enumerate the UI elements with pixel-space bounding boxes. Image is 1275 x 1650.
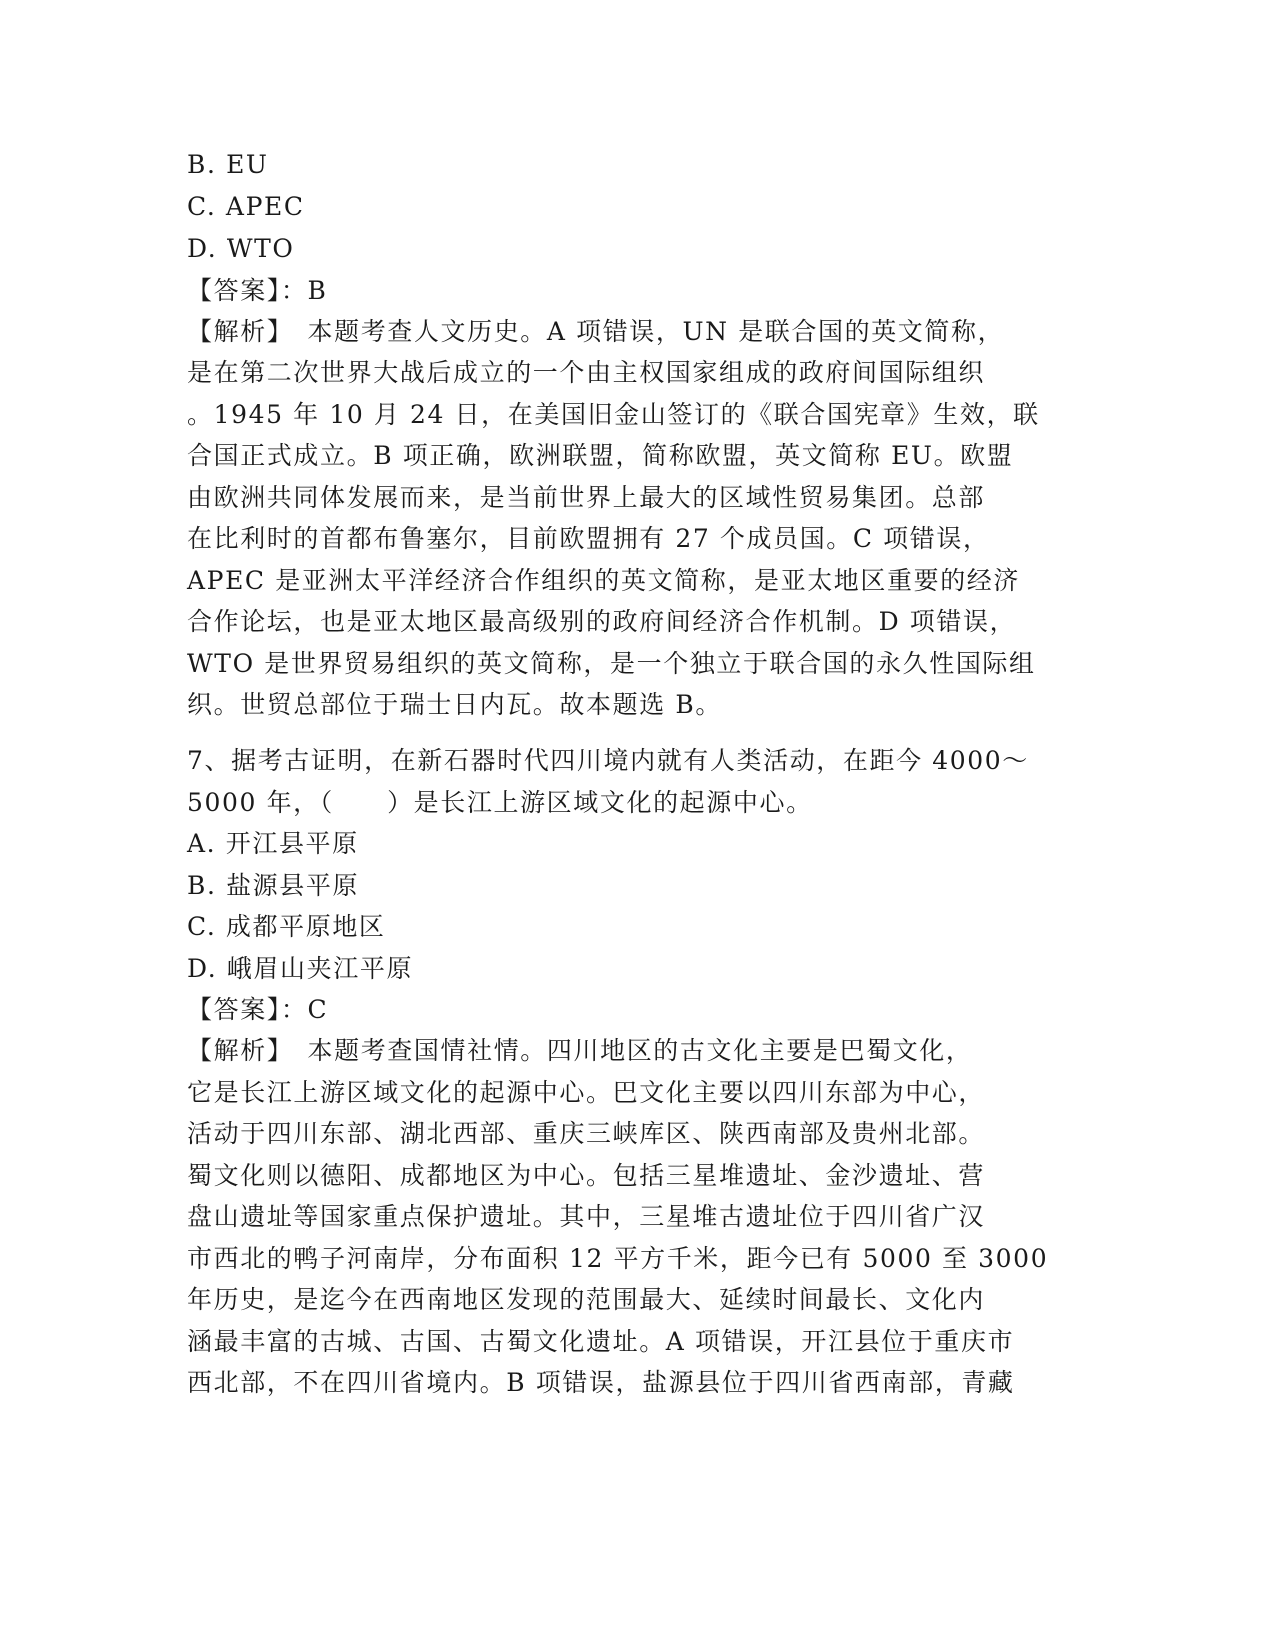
q6-analysis-line: WTO 是世界贸易组织的英文简称，是一个独立于联合国的永久性国际组 — [187, 649, 1036, 678]
q7-analysis-line: 涵最丰富的古城、古国、古蜀文化遗址。A 项错误，开江县位于重庆市 — [187, 1327, 1015, 1356]
q6-analysis-line: 。1945 年 10 月 24 日，在美国旧金山签订的《联合国宪章》生效，联 — [187, 400, 1040, 429]
q7-answer: 【答案】：C — [187, 995, 329, 1024]
q7-option-a: A. 开江县平原 — [187, 829, 359, 858]
q7-analysis-line: 【解析】 本题考查国情社情。四川地区的古文化主要是巴蜀文化， — [187, 1036, 973, 1065]
q7-stem-line: 5000 年，（ ）是长江上游区域文化的起源中心。 — [187, 788, 813, 817]
q7-analysis-line: 它是长江上游区域文化的起源中心。巴文化主要以四川东部为中心， — [187, 1078, 986, 1107]
q6-analysis-line: 是在第二次世界大战后成立的一个由主权国家组成的政府间国际组织 — [187, 358, 986, 387]
q6-answer: 【答案】：B — [187, 276, 328, 305]
q7-option-c: C. 成都平原地区 — [187, 912, 386, 941]
q7-option-d: D. 峨眉山夹江平原 — [187, 954, 414, 983]
q7-analysis-line: 活动于四川东部、湖北西部、重庆三峡库区、陕西南部及贵州北部。 — [187, 1119, 986, 1148]
q6-analysis-line: 由欧洲共同体发展而来，是当前世界上最大的区域性贸易集团。总部 — [187, 483, 986, 512]
q7-option-b: B. 盐源县平原 — [187, 871, 360, 900]
q7-analysis-line: 西北部，不在四川省境内。B 项错误，盐源县位于四川省西南部，青藏 — [187, 1368, 1015, 1397]
q6-analysis-line: 织。世贸总部位于瑞士日内瓦。故本题选 B。 — [187, 690, 722, 719]
q6-analysis-line: APEC 是亚洲太平洋经济合作组织的英文简称，是亚太地区重要的经济 — [187, 566, 1021, 595]
q6-option-b: B. EU — [187, 150, 269, 179]
q6-analysis-line: 合国正式成立。B 项正确，欧洲联盟，简称欧盟，英文简称 EU。欧盟 — [187, 441, 1014, 470]
q6-analysis-line: 【解析】 本题考查人文历史。A 项错误，UN 是联合国的英文简称， — [187, 317, 1005, 346]
q7-analysis-line: 年历史，是迄今在西南地区发现的范围最大、延续时间最长、文化内 — [187, 1285, 986, 1314]
q7-stem-line: 7、据考古证明，在新石器时代四川境内就有人类活动，在距今 4000～ — [187, 746, 1029, 775]
q6-option-d: D. WTO — [187, 234, 295, 263]
q7-analysis-line: 市西北的鸭子河南岸，分布面积 12 平方千米，距今已有 5000 至 3000 — [187, 1244, 1049, 1273]
q7-analysis-line: 盘山遗址等国家重点保护遗址。其中，三星堆古遗址位于四川省广汉 — [187, 1202, 986, 1231]
q6-analysis-line: 合作论坛，也是亚太地区最高级别的政府间经济合作机制。D 项错误， — [187, 607, 1017, 636]
q7-analysis-line: 蜀文化则以德阳、成都地区为中心。包括三星堆遗址、金沙遗址、营 — [187, 1161, 986, 1190]
q6-option-c: C. APEC — [187, 192, 305, 221]
q6-analysis-line: 在比利时的首都布鲁塞尔，目前欧盟拥有 27 个成员国。C 项错误， — [187, 524, 990, 553]
